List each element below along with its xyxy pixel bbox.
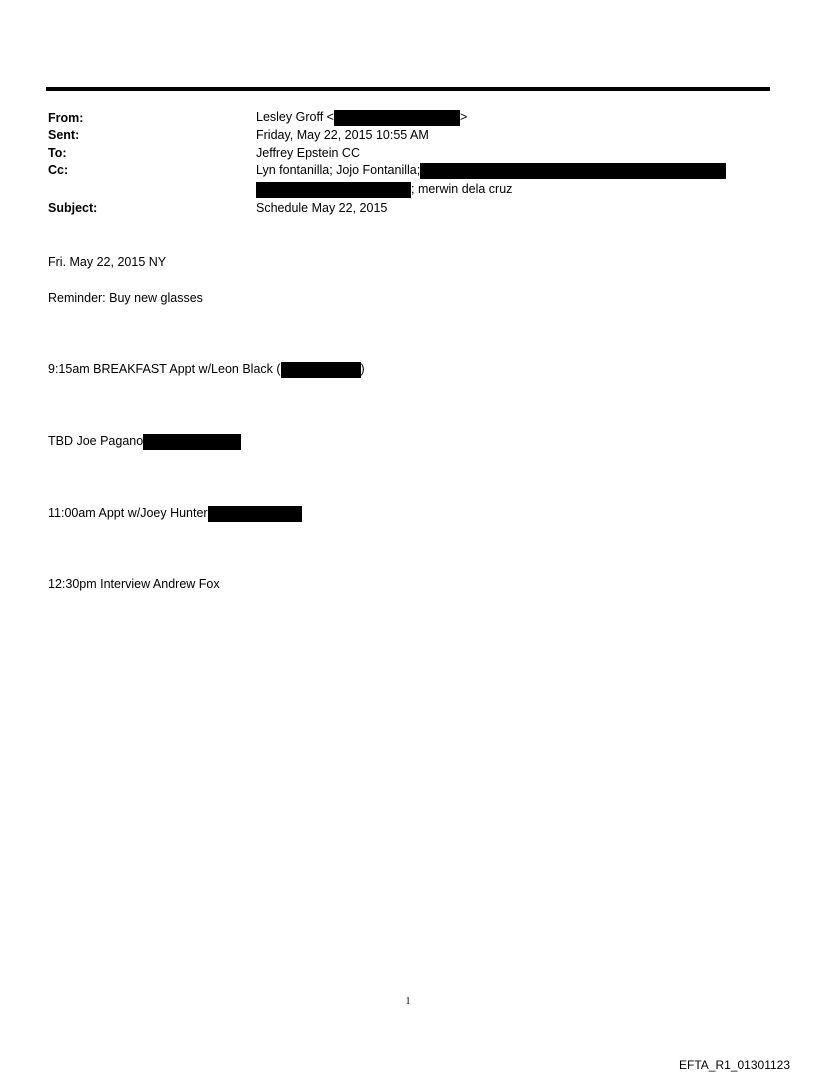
schedule-item-text: TBD Joe Pagano xyxy=(48,434,144,448)
document-id: EFTA_R1_01301123 xyxy=(679,1058,790,1072)
cc-label: Cc: xyxy=(48,163,69,177)
to-value: Jeffrey Epstein CC xyxy=(256,146,360,160)
redaction-block xyxy=(420,163,726,179)
schedule-item-hunter xyxy=(48,505,302,522)
from-close: > xyxy=(459,110,468,124)
subject-value: Schedule May 22, 2015 xyxy=(256,201,388,215)
schedule-item-text: 9:15am BREAKFAST Appt w/Leon Black ( xyxy=(48,362,281,376)
schedule-item-interview: 12:30pm Interview Andrew Fox xyxy=(48,577,220,591)
redaction-block xyxy=(208,506,302,522)
schedule-item-text: 11:00am Appt w/Joey Hunter xyxy=(48,506,208,520)
reminder-line: Reminder: Buy new glasses xyxy=(48,291,203,305)
sent-label: Sent: xyxy=(48,128,80,142)
redaction-block xyxy=(334,110,460,126)
cc-recipients: Lyn fontanilla; Jojo Fontanilla; xyxy=(256,163,421,177)
redaction-block xyxy=(256,182,411,198)
schedule-item-pagano xyxy=(48,433,241,450)
from-label: From: xyxy=(48,111,84,125)
schedule-item-breakfast xyxy=(48,361,365,378)
cc-value-line2 xyxy=(256,181,512,198)
to-label: To: xyxy=(48,146,67,160)
schedule-item-text: ) xyxy=(360,362,365,376)
from-value xyxy=(256,109,467,126)
redaction-block xyxy=(281,362,361,378)
cc-value-line1 xyxy=(256,162,726,179)
header-divider xyxy=(46,87,770,91)
subject-label: Subject: xyxy=(48,201,98,215)
sent-value: Friday, May 22, 2015 10:55 AM xyxy=(256,128,429,142)
page-number: 1 xyxy=(405,996,411,1007)
cc-recipients-cont: ; merwin dela cruz xyxy=(411,182,513,196)
from-name: Lesley Groff < xyxy=(256,110,334,124)
date-line: Fri. May 22, 2015 NY xyxy=(48,255,167,269)
redaction-block xyxy=(143,434,241,450)
